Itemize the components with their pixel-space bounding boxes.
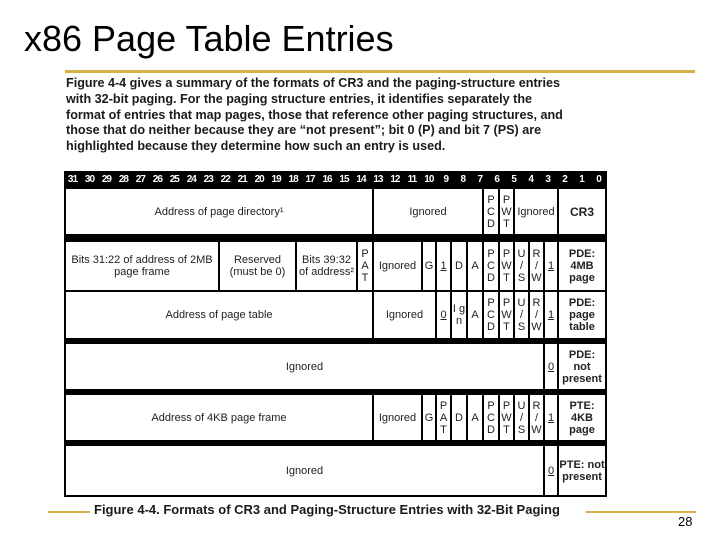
pte4kb-d: D bbox=[452, 395, 466, 440]
pte4kb-g: G bbox=[423, 395, 435, 440]
bit-label: 17 bbox=[305, 174, 315, 185]
bit-label: 5 bbox=[511, 174, 516, 185]
cr3-ignored: Ignored bbox=[374, 189, 482, 234]
intro-line: highlighted because they determine how such an entry is used. bbox=[66, 139, 446, 154]
pde4mb-ignored: Ignored bbox=[374, 242, 421, 290]
pte4kb-pwt: P W T bbox=[500, 395, 513, 440]
bit-label: 12 bbox=[390, 174, 400, 185]
pde4mb-address: Bits 31:22 of address of 2MB page frame bbox=[66, 242, 218, 290]
pte4kb-present: 1 bbox=[545, 395, 557, 440]
pdetable-ignored: Ignored bbox=[374, 292, 435, 338]
ptenp-ignored: Ignored bbox=[66, 446, 543, 495]
bit-label: 11 bbox=[407, 174, 417, 185]
pdetable-pcd: P C D bbox=[484, 292, 498, 338]
pdenp-label: PDE: not present bbox=[559, 344, 605, 389]
pte4kb-address: Address of 4KB page frame bbox=[66, 395, 372, 440]
footer-divider-right bbox=[586, 511, 696, 513]
bit-label: 15 bbox=[339, 174, 349, 185]
title-divider bbox=[65, 70, 695, 73]
bit-label: 24 bbox=[186, 174, 196, 185]
ptenp-label: PTE: not present bbox=[559, 446, 605, 495]
pdenp-present: 0 bbox=[545, 344, 557, 389]
pde4mb-ps: 1 bbox=[437, 242, 450, 290]
bit-number-header bbox=[64, 173, 607, 187]
intro-line: format of entries that map pages, those that reference other paging structures, and bbox=[66, 107, 563, 122]
pdetable-a: A bbox=[468, 292, 482, 338]
bit-label: 22 bbox=[220, 174, 230, 185]
bit-label: 0 bbox=[596, 174, 601, 185]
pte4kb-ignored: Ignored bbox=[374, 395, 421, 440]
bit-label: 10 bbox=[424, 174, 434, 185]
cr3-address: Address of page directory¹ bbox=[66, 189, 372, 234]
pdenp-ignored: Ignored bbox=[66, 344, 543, 389]
bit-label: 23 bbox=[203, 174, 213, 185]
bit-label: 4 bbox=[528, 174, 533, 185]
bit-label: 18 bbox=[288, 174, 298, 185]
bit-label: 26 bbox=[152, 174, 162, 185]
pde4mb-d: D bbox=[452, 242, 466, 290]
bit-label: 6 bbox=[494, 174, 499, 185]
cr3-ignored-low: Ignored bbox=[515, 189, 557, 234]
pdetable-label: PDE: page table bbox=[559, 292, 605, 338]
pde4mb-rw: R / W bbox=[530, 242, 543, 290]
bit-label: 28 bbox=[118, 174, 128, 185]
bit-label: 31 bbox=[67, 174, 78, 185]
pdetable-us: U / S bbox=[515, 292, 528, 338]
pde4mb-present: 1 bbox=[545, 242, 557, 290]
bit-label: 8 bbox=[460, 174, 466, 185]
cr3-pwt: P W T bbox=[500, 189, 513, 234]
bit-label: 1 bbox=[579, 174, 584, 185]
pde4mb-us: U / S bbox=[515, 242, 528, 290]
intro-paragraph bbox=[66, 76, 611, 155]
bit-label: 25 bbox=[169, 174, 179, 185]
bit-label: 27 bbox=[135, 174, 145, 185]
pde4mb-a: A bbox=[468, 242, 482, 290]
bit-label: 20 bbox=[254, 174, 264, 185]
pte4kb-rw: R / W bbox=[530, 395, 543, 440]
bit-label: 7 bbox=[477, 174, 483, 185]
pte4kb-us: U / S bbox=[515, 395, 528, 440]
pdetable-rw: R / W bbox=[530, 292, 543, 338]
pdetable-present: 1 bbox=[545, 292, 557, 338]
pde4mb-label: PDE: 4MB page bbox=[559, 242, 605, 290]
pte4kb-a: A bbox=[468, 395, 482, 440]
pdetable-pwt: P W T bbox=[500, 292, 513, 338]
pdetable-address: Address of page table bbox=[66, 292, 372, 338]
pte4kb-label: PTE: 4KB page bbox=[559, 395, 605, 440]
cr3-pcd: P C D bbox=[484, 189, 498, 234]
pde4mb-g: G bbox=[423, 242, 435, 290]
pde4mb-reserved: Reserved (must be 0) bbox=[220, 242, 295, 290]
bit-label: 9 bbox=[443, 174, 449, 185]
pdetable-ign: I g n bbox=[452, 292, 466, 338]
bit-label: 19 bbox=[271, 174, 281, 185]
intro-line: Figure 4-4 gives a summary of the formats of CR3 and the paging-structure entries bbox=[66, 76, 561, 90]
pde4mb-pwt: P W T bbox=[500, 242, 513, 290]
cr3-label: CR3 bbox=[559, 189, 605, 234]
intro-line: with 32-bit paging. For the paging structure entries, it identifies separately the bbox=[66, 91, 533, 106]
pde4mb-pat: P A T bbox=[358, 242, 372, 290]
bit-label: 30 bbox=[84, 174, 95, 185]
pte4kb-pcd: P C D bbox=[484, 395, 498, 440]
bit-label: 16 bbox=[322, 174, 332, 185]
bit-label: 14 bbox=[356, 174, 366, 185]
slide-title: x86 Page Table Entries bbox=[24, 18, 394, 59]
pde4mb-pcd: P C D bbox=[484, 242, 498, 290]
bit-label: 3 bbox=[545, 174, 550, 185]
intro-line: those that do neither because they are “not present”; bit 0 (P) and bit 7 (PS) are bbox=[66, 123, 542, 138]
bit-label: 13 bbox=[373, 174, 383, 185]
bit-label: 21 bbox=[237, 174, 247, 185]
pdetable-ps: 0 bbox=[437, 292, 450, 338]
ptenp-present: 0 bbox=[545, 446, 557, 495]
figure-caption: Figure 4-4. Formats of CR3 and Paging-Structure Entries with 32-Bit Paging bbox=[94, 502, 560, 517]
footer-divider-left bbox=[48, 511, 90, 513]
pte4kb-pat: P A T bbox=[437, 395, 450, 440]
bit-label: 2 bbox=[562, 174, 567, 185]
pde4mb-high-bits: Bits 39:32 of address² bbox=[297, 242, 356, 290]
bit-label: 29 bbox=[101, 174, 111, 185]
page-number: 28 bbox=[678, 514, 693, 529]
